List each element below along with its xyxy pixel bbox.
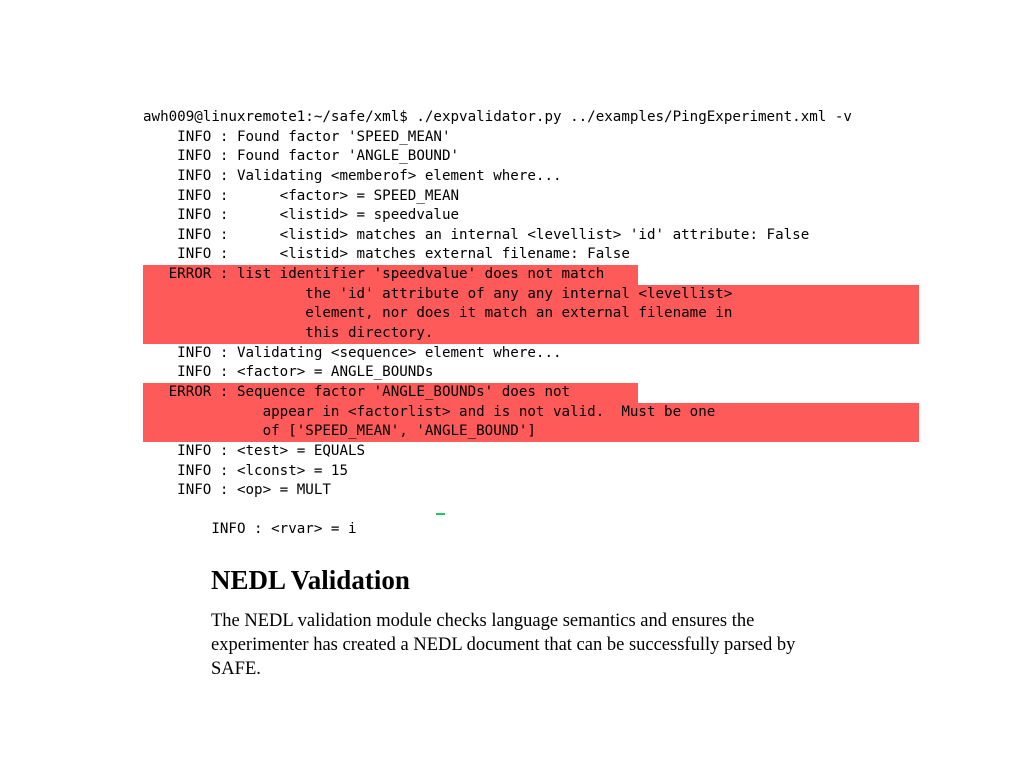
terminal-error-line: appear in <factorlist> and is not valid. Must be one [143, 403, 919, 423]
terminal-output [143, 108, 919, 538]
terminal-info-line: INFO : <lconst> = 15 [143, 462, 348, 479]
terminal-info-line: INFO : <factor> = ANGLE_BOUNDs [143, 364, 434, 381]
terminal-info-line: INFO : <op> = MULT [143, 482, 331, 499]
terminal-error-line: of ['SPEED_MEAN', 'ANGLE_BOUND'] [143, 422, 919, 442]
terminal-info-line [143, 501, 919, 538]
terminal-info-line: INFO : <listid> matches external filename: False [143, 246, 630, 263]
terminal-info-line: INFO : <listid> matches an internal <levellist> 'id' attribute: False [143, 226, 810, 243]
terminal-cursor [436, 513, 445, 515]
terminal-info-line: INFO : Found factor 'SPEED_MEAN' [143, 128, 451, 145]
terminal-info-text: INFO : <rvar> = i [177, 521, 357, 538]
terminal-error-line: ERROR : list identifier 'speedvalue' does not match [143, 265, 638, 285]
terminal-error-line: this directory. [143, 324, 919, 344]
terminal-error-line: element, nor does it match an external filename in [143, 304, 919, 324]
terminal-error-line: ERROR : Sequence factor 'ANGLE_BOUNDs' does not [143, 383, 638, 403]
terminal-info-line: INFO : Validating <sequence> element where... [143, 344, 562, 361]
terminal-info-line: INFO : <factor> = SPEED_MEAN [143, 187, 460, 204]
terminal-info-line: INFO : Found factor 'ANGLE_BOUND' [143, 148, 460, 165]
terminal-info-line: INFO : Validating <memberof> element where... [143, 167, 562, 184]
terminal-info-line: INFO : <listid> = speedvalue [143, 207, 460, 224]
slide-body-text: The NEDL validation module checks language semantics and ensures the experimenter has created a NEDL document that can be successfully parsed by SAFE. [211, 611, 796, 679]
slide-title: NEDL Validation [211, 565, 410, 595]
terminal-info-line: INFO : <test> = EQUALS [143, 442, 366, 459]
slide-caption [211, 563, 811, 681]
terminal-error-line: the 'id' attribute of any any internal <levellist> [143, 285, 919, 305]
terminal-command-line: awh009@linuxremote1:~/safe/xml$ ./expvalidator.py ../examples/PingExperiment.xml -v [143, 109, 852, 125]
